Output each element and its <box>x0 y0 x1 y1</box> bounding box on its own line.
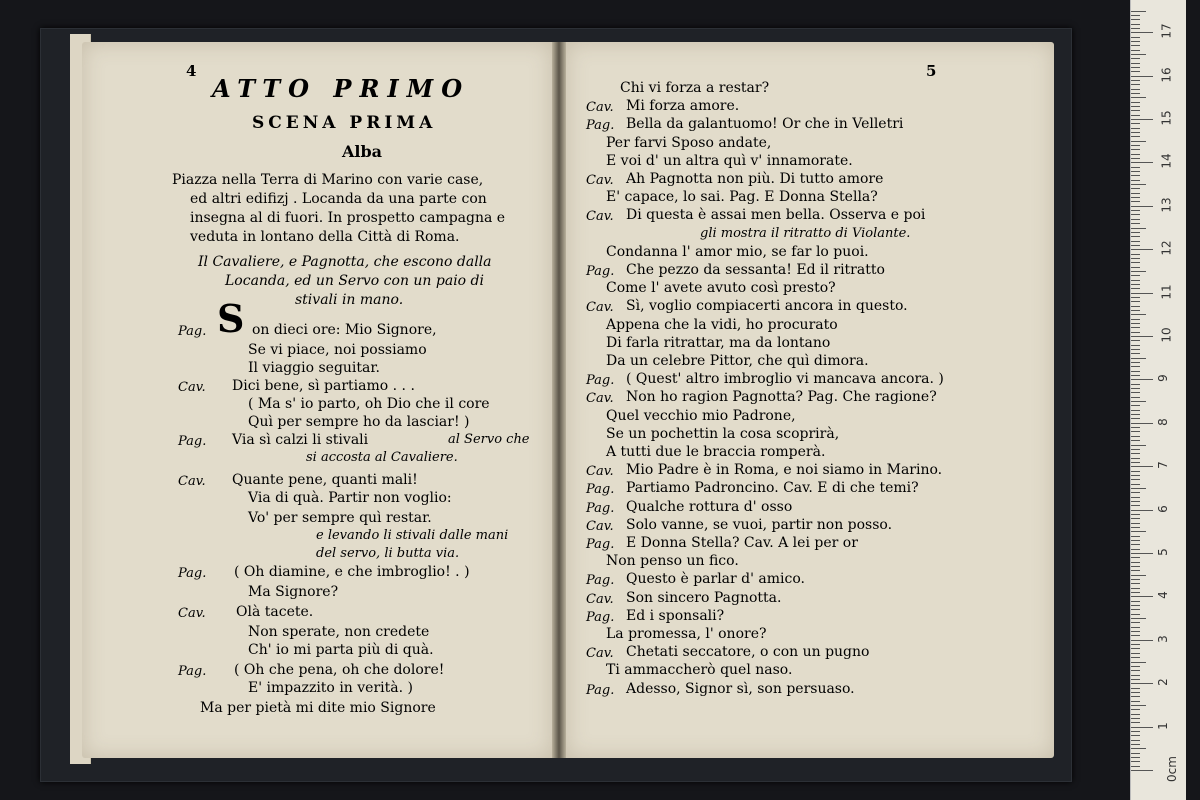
speaker-label: Pag. <box>178 566 207 581</box>
speaker-label: Cav. <box>586 591 614 607</box>
ruler-tick <box>1131 284 1140 285</box>
ruler-tick <box>1131 727 1153 728</box>
ruler-tick <box>1131 631 1140 632</box>
ruler-label: 9 <box>1155 374 1170 383</box>
ruler-tick <box>1131 141 1146 142</box>
ruler-tick <box>1131 540 1140 541</box>
speaker-label: Pag. <box>586 609 615 625</box>
ruler-tick <box>1131 379 1153 380</box>
ruler-tick <box>1131 679 1140 680</box>
dialogue-line: Sì, voglio compiacerti ancora in questo. <box>626 298 908 315</box>
stage-direction-line: Locanda, ed un Servo con un paio di <box>225 273 484 289</box>
ruler-tick <box>1131 358 1146 359</box>
dialogue-line: Qualche rottura d' osso <box>626 498 793 515</box>
ruler-tick <box>1131 158 1140 159</box>
ruler-tick <box>1131 245 1140 246</box>
ruler-tick <box>1131 449 1140 450</box>
ruler-tick <box>1131 154 1140 155</box>
ruler-tick <box>1131 323 1140 324</box>
book-gutter <box>552 42 566 758</box>
ruler-tick <box>1131 167 1140 168</box>
ruler-tick <box>1131 71 1140 72</box>
speaker-label: Cav. <box>586 100 614 116</box>
ruler-tick <box>1131 45 1140 46</box>
setting-line: insegna al di fuori. In prospetto campagna e <box>190 210 506 226</box>
ruler-label: 12 <box>1159 240 1174 256</box>
page-number-right: 5 <box>926 62 937 80</box>
dialogue-line: Chetati seccatore, o con un pugno <box>626 644 870 661</box>
dialogue-line: Condanna l' amor mio, se far lo puoi. <box>606 243 869 260</box>
setting-line: veduta in lontano della Città di Roma. <box>190 229 460 245</box>
ruler-tick <box>1131 609 1140 610</box>
drop-cap: S <box>217 296 245 341</box>
ruler-tick <box>1131 258 1140 259</box>
ruler-tick <box>1131 570 1140 571</box>
ruler-tick <box>1131 193 1140 194</box>
ruler-label: 10 <box>1159 327 1174 343</box>
ruler-tick <box>1131 484 1140 485</box>
ruler-tick <box>1131 770 1153 771</box>
ruler-tick <box>1131 84 1140 85</box>
ruler-tick <box>1131 644 1140 645</box>
ruler-tick <box>1131 28 1140 29</box>
dialogue-line: E voi d' un altra quì v' innamorate. <box>606 152 853 169</box>
ruler-tick <box>1131 188 1140 189</box>
dialogue-line: Il viaggio seguitar. <box>248 360 380 376</box>
ruler-label: 11 <box>1159 283 1174 300</box>
ruler-tick <box>1131 214 1140 215</box>
ruler-label: 4 <box>1155 591 1170 600</box>
speaker-label: Pag. <box>586 373 615 389</box>
ruler-tick <box>1131 653 1140 654</box>
stage-aside: gli mostra il ritratto di Violante. <box>700 225 911 241</box>
ruler-tick <box>1131 219 1140 220</box>
ruler-tick <box>1131 453 1140 454</box>
ruler-tick <box>1131 24 1140 25</box>
ruler-tick <box>1131 722 1140 723</box>
dialogue-line: Come l' avete avuto così presto? <box>606 280 836 297</box>
ruler-tick <box>1131 162 1153 163</box>
dialogue-line: Di farla ritrattar, ma da lontano <box>606 334 831 351</box>
dialogue-line: on dieci ore: Mio Signore, <box>252 322 437 338</box>
ruler-tick <box>1131 63 1140 64</box>
act-title: ATTO PRIMO <box>212 74 471 103</box>
ruler-tick <box>1131 228 1146 229</box>
ruler-tick <box>1131 184 1146 185</box>
ruler-tick <box>1131 175 1140 176</box>
measuring-ruler <box>1130 0 1186 800</box>
ruler-tick <box>1131 531 1146 532</box>
ruler-label: 14 <box>1159 153 1174 170</box>
ruler-label: 17 <box>1159 23 1174 39</box>
ruler-tick <box>1131 76 1153 77</box>
ruler-tick <box>1131 683 1153 684</box>
ruler-tick <box>1131 310 1140 311</box>
ruler-tick <box>1131 688 1140 689</box>
stage-direction-line: stivali in mano. <box>295 292 404 308</box>
ruler-tick <box>1131 15 1140 16</box>
ruler-tick <box>1131 714 1140 715</box>
ruler-tick <box>1131 458 1140 459</box>
ruler-tick <box>1131 223 1140 224</box>
stage-aside: del servo, li butta via. <box>316 546 460 561</box>
dialogue-line: Partiamo Padroncino. Cav. E di che temi? <box>626 480 919 497</box>
ruler-tick <box>1131 123 1140 124</box>
stage-aside: al Servo che <box>448 432 530 447</box>
ruler-tick <box>1131 171 1140 172</box>
ruler-tick <box>1131 592 1140 593</box>
scene-title: SCENA PRIMA <box>252 113 437 133</box>
ruler-tick <box>1131 761 1140 762</box>
ruler-tick <box>1131 332 1140 333</box>
ruler-tick <box>1131 366 1140 367</box>
ruler-tick <box>1131 349 1140 350</box>
speaker-label: Pag. <box>586 482 615 498</box>
speaker-label: Cav. <box>586 646 614 662</box>
ruler-tick <box>1131 701 1140 702</box>
ruler-tick <box>1131 50 1140 51</box>
ruler-tick <box>1131 622 1140 623</box>
speaker-label: Cav. <box>178 380 206 395</box>
ruler-tick <box>1131 262 1140 263</box>
ruler-tick <box>1131 579 1140 580</box>
ruler-tick <box>1131 431 1140 432</box>
dialogue-line: Ch' io mi parta più di quà. <box>248 642 434 658</box>
ruler-tick <box>1131 301 1140 302</box>
speaker-label: Pag. <box>586 264 615 279</box>
dialogue-line: Vo' per sempre quì restar. <box>248 510 432 526</box>
ruler-tick <box>1131 735 1140 736</box>
speaker-label: Pag. <box>178 324 207 339</box>
dialogue-line: E Donna Stella? Cav. A lei per or <box>626 535 858 551</box>
ruler-tick <box>1131 445 1146 446</box>
dialogue-line: Quì per sempre ho da lasciar! ) <box>248 414 470 430</box>
speaker-label: Cav. <box>586 464 614 480</box>
ruler-tick <box>1131 744 1140 745</box>
ruler-tick <box>1131 353 1140 354</box>
ruler-tick <box>1131 748 1146 749</box>
ruler-tick <box>1131 766 1140 767</box>
ruler-tick <box>1131 388 1140 389</box>
ruler-tick <box>1131 201 1140 202</box>
ruler-tick <box>1131 41 1140 42</box>
dialogue-line: Via di quà. Partir non voglio: <box>248 490 452 506</box>
ruler-tick <box>1131 119 1153 120</box>
ruler-tick <box>1131 514 1140 515</box>
ruler-label: 7 <box>1155 461 1170 470</box>
ruler-tick <box>1131 106 1140 107</box>
ruler-tick <box>1131 657 1140 658</box>
ruler-tick <box>1131 314 1146 315</box>
ruler-tick <box>1131 340 1140 341</box>
dialogue-line: Se un pochettin la cosa scoprirà, <box>606 425 840 442</box>
dialogue-line: E' capace, lo sai. Pag. E Donna Stella? <box>606 189 878 206</box>
ruler-tick <box>1131 462 1140 463</box>
ruler-tick <box>1131 562 1140 563</box>
dialogue-line: Ti ammaccherò quel naso. <box>606 662 793 679</box>
ruler-tick <box>1131 210 1140 211</box>
ruler-tick <box>1131 132 1140 133</box>
ruler-tick <box>1131 635 1140 636</box>
ruler-tick <box>1131 345 1140 346</box>
ruler-tick <box>1131 497 1140 498</box>
dialogue-line: Adesso, Signor sì, son persuaso. <box>626 680 855 697</box>
ruler-tick <box>1131 11 1146 12</box>
ruler-tick <box>1131 510 1153 511</box>
dialogue-line: Dici bene, sì partiamo . . . <box>232 378 415 394</box>
ruler-tick <box>1131 37 1140 38</box>
ruler-tick <box>1131 536 1140 537</box>
ruler-tick <box>1131 232 1140 233</box>
speaker-label: Pag. <box>178 434 207 449</box>
ruler-tick <box>1131 236 1140 237</box>
ruler-tick <box>1131 102 1140 103</box>
dialogue-line: Son sincero Pagnotta. <box>626 589 782 606</box>
ruler-tick <box>1131 423 1153 424</box>
dialogue-line: Quel vecchio mio Padrone, <box>606 407 796 424</box>
dialogue-line: ( Quest' altro imbroglio vi mancava ancora. ) <box>626 371 944 388</box>
ruler-tick <box>1131 275 1140 276</box>
ruler-tick <box>1131 128 1140 129</box>
ruler-tick <box>1131 618 1146 619</box>
ruler-tick <box>1131 566 1140 567</box>
ruler-label: 16 <box>1159 66 1174 83</box>
dialogue-line: La promessa, l' onore? <box>606 626 767 642</box>
dialogue-line: Via sì calzi li stivali <box>232 432 369 448</box>
ruler-tick <box>1131 362 1140 363</box>
dialogue-line: Ma Signore? <box>248 584 339 600</box>
dialogue-line: Mio Padre è in Roma, e noi siamo in Marino. <box>626 462 943 479</box>
ruler-tick <box>1131 197 1140 198</box>
ruler-tick <box>1131 575 1146 576</box>
ruler-tick <box>1131 241 1140 242</box>
speaker-label: Cav. <box>586 173 614 188</box>
dialogue-line: ( Oh diamine, e che imbroglio! . ) <box>234 564 470 580</box>
stage-aside: si accosta al Cavaliere. <box>306 450 458 465</box>
dialogue-line: Non ho ragion Pagnotta? Pag. Che ragione? <box>626 389 937 406</box>
ruler-tick <box>1131 523 1140 524</box>
ruler-tick <box>1131 549 1140 550</box>
ruler-tick <box>1131 384 1140 385</box>
ruler-tick <box>1131 662 1146 663</box>
dialogue-line: Questo è parlar d' amico. <box>626 571 806 588</box>
ruler-tick <box>1131 475 1140 476</box>
ruler-tick <box>1131 145 1140 146</box>
ruler-label: 0cm <box>1164 756 1179 782</box>
ruler-tick <box>1131 501 1140 502</box>
ruler-tick <box>1131 249 1153 250</box>
ruler-tick <box>1131 271 1146 272</box>
ruler-tick <box>1131 505 1140 506</box>
ruler-tick <box>1131 557 1140 558</box>
speaker-label: Cav. <box>586 518 614 534</box>
ruler-label: 5 <box>1155 548 1170 556</box>
ruler-tick <box>1131 544 1140 545</box>
ruler-tick <box>1131 440 1140 441</box>
ruler-tick <box>1131 397 1140 398</box>
dialogue-line: Che pezzo da sessanta! Ed il ritratto <box>626 262 885 278</box>
ruler-tick <box>1131 757 1140 758</box>
ruler-tick <box>1131 670 1140 671</box>
dialogue-line: Non penso un fico. <box>606 553 739 570</box>
ruler-tick <box>1131 375 1140 376</box>
dialogue-line: Da un celebre Pittor, che quì dimora. <box>606 353 869 369</box>
ruler-tick <box>1131 58 1140 59</box>
scene-time: Alba <box>342 142 383 161</box>
dialogue-line: Olà tacete. <box>236 604 314 620</box>
ruler-tick <box>1131 405 1140 406</box>
dialogue-line: E' impazzito in verità. ) <box>248 680 413 696</box>
page-number-left: 4 <box>186 62 197 80</box>
ruler-label: 1 <box>1155 721 1170 730</box>
ruler-tick <box>1131 293 1153 294</box>
dialogue-line: Ah Pagnotta non più. Di tutto amore <box>626 171 884 187</box>
ruler-label: 3 <box>1155 634 1170 643</box>
speaker-label: Pag. <box>586 118 615 134</box>
dialogue-line: Se vi piace, noi possiamo <box>248 342 427 358</box>
ruler-tick <box>1131 588 1140 589</box>
ruler-tick <box>1131 401 1146 402</box>
speaker-label: Pag. <box>586 537 615 552</box>
ruler-tick <box>1131 54 1146 55</box>
ruler-tick <box>1131 518 1140 519</box>
speaker-label: Pag. <box>586 682 615 698</box>
ruler-tick <box>1131 753 1140 754</box>
ruler-tick <box>1131 553 1153 554</box>
ruler-tick <box>1131 666 1140 667</box>
ruler-tick <box>1131 306 1140 307</box>
ruler-tick <box>1131 418 1140 419</box>
dialogue-line: Ma per pietà mi dite mio Signore <box>200 700 436 716</box>
ruler-tick <box>1131 392 1140 393</box>
dialogue-line: Chi vi forza a restar? <box>620 80 770 96</box>
ruler-tick <box>1131 93 1140 94</box>
ruler-tick <box>1131 254 1140 255</box>
ruler-tick <box>1131 110 1140 111</box>
ruler-tick <box>1131 89 1140 90</box>
ruler-tick <box>1131 427 1140 428</box>
speaker-label: Cav. <box>178 474 206 489</box>
ruler-tick <box>1131 288 1140 289</box>
dialogue-line: Per farvi Sposo andate, <box>606 134 772 151</box>
setting-line: Piazza nella Terra di Marino con varie case, <box>172 172 484 188</box>
ruler-label: 2 <box>1155 678 1170 687</box>
ruler-tick <box>1131 601 1140 602</box>
dialogue-line: Mi forza amore. <box>626 98 740 115</box>
ruler-tick <box>1131 479 1140 480</box>
speaker-label: Pag. <box>178 664 207 679</box>
ruler-tick <box>1131 627 1140 628</box>
setting-line: ed altri edifizj . Locanda da una parte con <box>190 191 487 207</box>
ruler-tick <box>1131 596 1153 597</box>
ruler-tick <box>1131 731 1140 732</box>
dialogue-line: Non sperate, non credete <box>248 624 430 640</box>
dialogue-line: Ed i sponsali? <box>626 607 725 624</box>
ruler-tick <box>1131 297 1140 298</box>
ruler-tick <box>1131 136 1140 137</box>
dialogue-line: Quante pene, quanti mali! <box>232 472 418 488</box>
ruler-tick <box>1131 319 1140 320</box>
ruler-tick <box>1131 696 1140 697</box>
ruler-tick <box>1131 488 1146 489</box>
ruler-tick <box>1131 410 1140 411</box>
ruler-tick <box>1131 267 1140 268</box>
dialogue-line: A tutti due le braccia romperà. <box>606 444 826 460</box>
ruler-tick <box>1131 466 1153 467</box>
ruler-tick <box>1131 414 1140 415</box>
dialogue-line: Di questa è assai men bella. Osserva e poi <box>626 207 926 224</box>
ruler-tick <box>1131 206 1153 207</box>
ruler-label: 15 <box>1159 110 1174 126</box>
stage-direction-line: Il Cavaliere, e Pagnotta, che escono dalla <box>198 254 492 270</box>
ruler-tick <box>1131 180 1140 181</box>
ruler-tick <box>1131 640 1153 641</box>
ruler-tick <box>1131 492 1140 493</box>
ruler-tick <box>1131 675 1140 676</box>
dialogue-line: Appena che la vidi, ho procurato <box>606 316 838 333</box>
speaker-label: Cav. <box>586 300 614 316</box>
ruler-tick <box>1131 371 1140 372</box>
ruler-tick <box>1131 709 1140 710</box>
ruler-tick <box>1131 327 1140 328</box>
ruler-tick <box>1131 527 1140 528</box>
dialogue-line: Bella da galantuomo! Or che in Velletri <box>626 116 904 133</box>
ruler-tick <box>1131 740 1140 741</box>
stage-aside: e levando li stivali dalle mani <box>316 528 509 543</box>
ruler-tick <box>1131 280 1140 281</box>
ruler-tick <box>1131 692 1140 693</box>
ruler-tick <box>1131 32 1153 33</box>
ruler-tick <box>1131 97 1146 98</box>
speaker-label: Cav. <box>178 606 206 621</box>
dialogue-line: ( Oh che pena, oh che dolore! <box>234 662 445 678</box>
ruler-tick <box>1131 705 1146 706</box>
dialogue-line: ( Ma s' io parto, oh Dio che il core <box>248 396 490 412</box>
ruler-tick <box>1131 614 1140 615</box>
ruler-tick <box>1131 67 1140 68</box>
ruler-tick <box>1131 605 1140 606</box>
ruler-tick <box>1131 648 1140 649</box>
speaker-label: Pag. <box>586 500 615 516</box>
ruler-tick <box>1131 19 1140 20</box>
speaker-label: Cav. <box>586 209 614 225</box>
ruler-tick <box>1131 471 1140 472</box>
ruler-label: 8 <box>1155 417 1170 426</box>
ruler-label: 13 <box>1159 197 1174 213</box>
ruler-tick <box>1131 115 1140 116</box>
ruler-tick <box>1131 583 1140 584</box>
ruler-tick <box>1131 436 1140 437</box>
ruler-label: 6 <box>1155 504 1170 513</box>
ruler-tick <box>1131 149 1140 150</box>
speaker-label: Cav. <box>586 391 614 407</box>
ruler-tick <box>1131 336 1153 337</box>
dialogue-line: Solo vanne, se vuoi, partir non posso. <box>626 516 893 533</box>
ruler-tick <box>1131 80 1140 81</box>
speaker-label: Pag. <box>586 573 615 589</box>
ruler-tick <box>1131 718 1140 719</box>
